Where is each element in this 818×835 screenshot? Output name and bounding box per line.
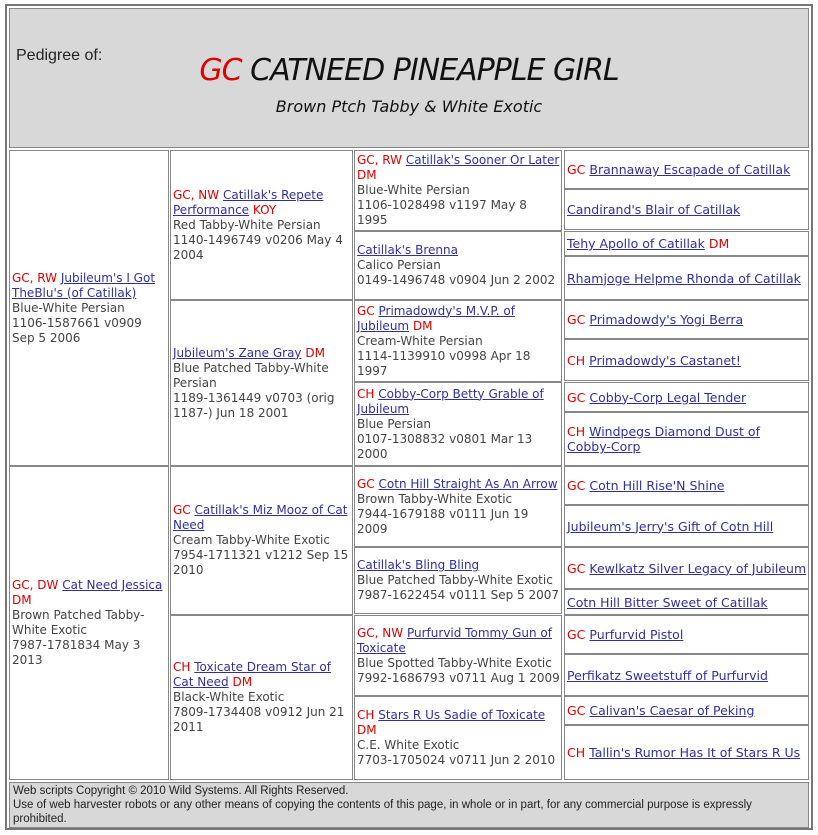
cat-titles: GC — [567, 703, 586, 718]
cat-name-line — [173, 346, 351, 361]
cat-awards: DM — [708, 236, 730, 251]
cat-registration: 7809-1734408 v0912 Jun 21 2011 — [173, 705, 345, 734]
gen2-cell — [170, 150, 353, 300]
cat-breed: Cream Tabby-White Exotic — [173, 533, 330, 547]
gen3-cell — [354, 231, 562, 300]
cat-registration: 7954-1711321 v1212 Sep 15 2010 — [173, 548, 349, 577]
cat-name-link[interactable]: Toxicate Dream Star of Cat Need — [173, 660, 331, 689]
cat-name-line — [173, 503, 351, 533]
cat-title-prefix: GC — [199, 53, 242, 88]
cat-name-link[interactable]: Cat Need Jessica — [62, 578, 163, 592]
cat-name-line — [357, 304, 560, 334]
cat-breed: Cream-White Persian — [357, 333, 483, 348]
gen4-cell — [564, 256, 809, 300]
cat-registration: 1114-1139910 v0998 Apr 18 1997 — [357, 348, 531, 378]
cat-registration: 7703-1705024 v0711 Jun 2 2010 — [357, 753, 556, 767]
cat-name-link[interactable]: Primadowdy's M.V.P. of Jubileum — [357, 303, 515, 333]
cat-name-line — [12, 271, 167, 301]
cat-breed: Red Tabby-White Persian — [173, 217, 321, 232]
cat-titles: GC — [567, 627, 586, 642]
cat-registration: 7992-1686793 v0711 Aug 1 2009 — [357, 670, 560, 685]
cat-registration: 7944-1679188 v0111 Jun 19 2009 — [357, 506, 529, 536]
cat-titles: GC, RW — [12, 270, 58, 285]
cat-name-line — [357, 153, 560, 183]
cat-name-line — [567, 668, 807, 683]
gen2-cell — [170, 615, 353, 780]
cat-name-link[interactable]: Cotn Hill Rise'N Shine — [589, 478, 725, 493]
cat-breed: Black-White Exotic — [173, 690, 285, 704]
cat-name-line — [173, 188, 351, 218]
cat-title — [10, 53, 808, 89]
cat-registration: 7987-1622454 v0111 Sep 5 2007 — [357, 588, 560, 602]
cat-titles: CH — [173, 660, 191, 674]
pedigree-label: Pedigree of: — [16, 47, 103, 64]
cat-breed: C.E. White Exotic — [357, 738, 460, 752]
cat-titles: CH — [357, 708, 375, 722]
cat-titles: GC, RW — [357, 153, 403, 167]
gen4-cell — [564, 300, 809, 339]
cat-titles: GC — [567, 389, 586, 405]
cat-breed: Blue Patched Tabby-White Exotic — [357, 573, 553, 587]
gen4-cell — [564, 412, 809, 466]
cat-name-link[interactable]: Candirand's Blair of Catillak — [567, 202, 741, 217]
cat-name-link[interactable]: Catillak's Sooner Or Later — [405, 153, 560, 167]
gen4-cell — [564, 589, 809, 615]
cat-name-link[interactable]: Cotn Hill Straight As An Arrow — [378, 476, 558, 491]
cat-titles: GC — [357, 476, 375, 491]
cat-breed: Blue-White Persian — [357, 183, 470, 197]
cat-name-line — [567, 202, 807, 217]
cat-name-link[interactable]: Tallin's Rumor Has It of Stars R Us — [589, 745, 801, 760]
cat-name-link[interactable]: Cobby-Corp Legal Tender — [589, 389, 747, 405]
cat-name-link[interactable]: Brannaway Escapade of Catillak — [589, 162, 791, 177]
gen3-cell — [354, 300, 562, 382]
cat-name-line — [567, 312, 807, 327]
footer-notice: Use of web harvester robots or any other means of copying the contents of this page, in whole or in part, for any commercial purpose is expressly prohibited. — [13, 799, 752, 825]
cat-breed: Calico Persian — [357, 258, 441, 272]
cat-breed: Blue Patched Tabby-White Persian — [173, 360, 329, 390]
gen4-cell — [564, 339, 809, 381]
cat-registration: 0107-1308832 v0801 Mar 13 2000 — [357, 431, 533, 461]
gen4-cell — [564, 382, 809, 412]
cat-name-link[interactable]: Cobby-Corp Betty Grable of Jubileum — [357, 386, 544, 416]
cat-titles: CH — [567, 352, 586, 368]
footer — [9, 782, 809, 828]
cat-titles: GC, DW — [12, 578, 59, 592]
cat-breed: Blue Persian — [357, 416, 432, 431]
cat-name-link[interactable]: Stars R Us Sadie of Toxicate — [378, 708, 546, 722]
cat-breed-subtitle: Brown Ptch Tabby & White Exotic — [275, 97, 543, 116]
cat-awards: DM — [305, 345, 325, 360]
gen4-cell — [564, 189, 809, 230]
cat-breed: Brown Tabby-White Exotic — [357, 491, 513, 506]
cat-name-link[interactable]: Catillak's Repete Performance — [173, 187, 324, 217]
gen4-cell — [564, 231, 809, 256]
gen4-cell — [564, 725, 809, 780]
cat-breed: Blue-White Persian — [12, 300, 125, 315]
cat-name-line — [567, 271, 807, 286]
cat-titles: GC — [567, 478, 586, 493]
gen3-cell — [354, 615, 562, 696]
gen2-cell — [170, 466, 353, 615]
cat-name-link[interactable]: Catillak's Brenna — [357, 243, 458, 257]
cat-name-line — [567, 478, 807, 493]
gen3-cell — [354, 547, 562, 614]
cat-name-line — [12, 578, 167, 608]
gen4-cell — [564, 696, 809, 725]
cat-name: CATNEED PINEAPPLE GIRL — [250, 53, 619, 88]
cat-name-link[interactable]: Catillak's Miz Mooz of Cat Need — [173, 503, 348, 532]
cat-name-line — [567, 353, 807, 368]
cat-name-link[interactable]: Perfikatz Sweetstuff of Purfurvid — [567, 667, 768, 683]
cat-name-line — [173, 660, 351, 690]
cat-name-line — [567, 390, 807, 405]
cat-name-line — [357, 558, 560, 573]
cat-awards: KOY — [252, 202, 277, 217]
cat-titles: GC, NW — [173, 187, 220, 202]
cat-awards: DM — [357, 723, 377, 737]
cat-breed: Brown Patched Tabby-White Exotic — [12, 608, 145, 637]
gen4-cell — [564, 150, 809, 189]
cat-titles: GC — [567, 162, 586, 177]
gen4-cell — [564, 505, 809, 547]
gen3-cell — [354, 382, 562, 466]
cat-awards: DM — [232, 675, 253, 689]
cat-name-line — [567, 561, 807, 576]
cat-name-link[interactable]: Calivan's Caesar of Peking — [589, 703, 755, 718]
cat-name-link[interactable]: Primadowdy's Yogi Berra — [589, 312, 744, 327]
gen4-cell — [564, 654, 809, 696]
gen2-cell — [170, 300, 353, 466]
gen3-cell — [354, 696, 562, 780]
gen3-cell — [354, 466, 562, 547]
cat-name-line — [357, 477, 560, 492]
cat-name-link[interactable]: Catillak's Bling Bling — [357, 558, 480, 572]
cat-registration: 1106-1587661 v0909 Sep 5 2006 — [12, 315, 142, 345]
cat-titles: CH — [567, 424, 586, 439]
cat-name-link[interactable]: Cotn Hill Bitter Sweet of Catillak — [567, 594, 768, 610]
cat-titles: CH — [567, 745, 586, 760]
cat-name-link[interactable]: Kewlkatz Silver Legacy of Jubileum — [589, 560, 807, 576]
cat-name-line — [567, 627, 807, 642]
cat-breed: Blue Spotted Tabby-White Exotic — [357, 655, 552, 670]
cat-name-line — [357, 708, 560, 738]
gen4-cell — [564, 615, 809, 654]
cat-titles: GC — [567, 312, 586, 327]
gen4-cell — [564, 547, 809, 589]
cat-registration: 1106-1028498 v1197 May 8 1995 — [357, 198, 527, 227]
cat-name-line — [357, 626, 560, 656]
cat-titles: GC — [567, 560, 586, 576]
cat-name-line — [357, 243, 560, 258]
cat-name-link[interactable]: Primadowdy's Castanet! — [589, 352, 741, 368]
cat-titles: GC — [173, 503, 191, 517]
gen4-cell — [564, 466, 809, 505]
cat-name-link[interactable]: Tehy Apollo of Catillak — [567, 236, 705, 251]
gen3-cell — [354, 150, 562, 231]
cat-registration: 1189-1361449 v0703 (orig 1187-) Jun 18 2001 — [173, 390, 335, 420]
pedigree-header — [9, 8, 809, 148]
cat-name-line — [567, 162, 807, 177]
cat-name-link[interactable]: Purfurvid Tommy Gun of Toxicate — [357, 625, 552, 655]
gen1-cell — [9, 150, 169, 466]
cat-name-link[interactable]: Rhamjoge Helpme Rhonda of Catillak — [567, 270, 801, 286]
cat-name-line — [567, 745, 807, 760]
cat-awards: DM — [12, 593, 32, 607]
gen1-cell — [9, 466, 169, 780]
cat-name-line — [567, 424, 807, 454]
cat-titles: GC — [357, 303, 375, 318]
cat-name-line — [567, 595, 807, 610]
cat-name-line — [567, 703, 807, 718]
cat-registration: 7987-1781834 May 3 2013 — [12, 638, 141, 667]
cat-registration: 1140-1496749 v0206 May 4 2004 — [173, 232, 343, 262]
cat-name-link[interactable]: Purfurvid Pistol — [589, 627, 684, 642]
footer-copyright: Web scripts Copyright © 2010 Wild Systems. All Rights Reserved. — [13, 785, 349, 797]
cat-name-line — [357, 387, 560, 417]
cat-name-line — [567, 519, 807, 534]
cat-awards: DM — [412, 318, 433, 333]
cat-awards: DM — [357, 168, 377, 182]
cat-name-link[interactable]: Jubileum's Zane Gray — [173, 345, 302, 360]
pedigree-page — [5, 4, 813, 830]
cat-titles: GC, NW — [357, 625, 404, 640]
cat-titles: CH — [357, 386, 375, 401]
cat-name-link[interactable]: Jubileum's Jerry's Gift of Cotn Hill — [567, 518, 774, 534]
cat-name-link[interactable]: Windpegs Diamond Dust of Cobby-Corp — [567, 424, 760, 454]
cat-name-link[interactable]: Jubileum's I Got TheBlu's (of Catillak) — [12, 270, 156, 300]
cat-name-line — [567, 236, 807, 251]
cat-registration: 0149-1496748 v0904 Jun 2 2002 — [357, 273, 556, 287]
